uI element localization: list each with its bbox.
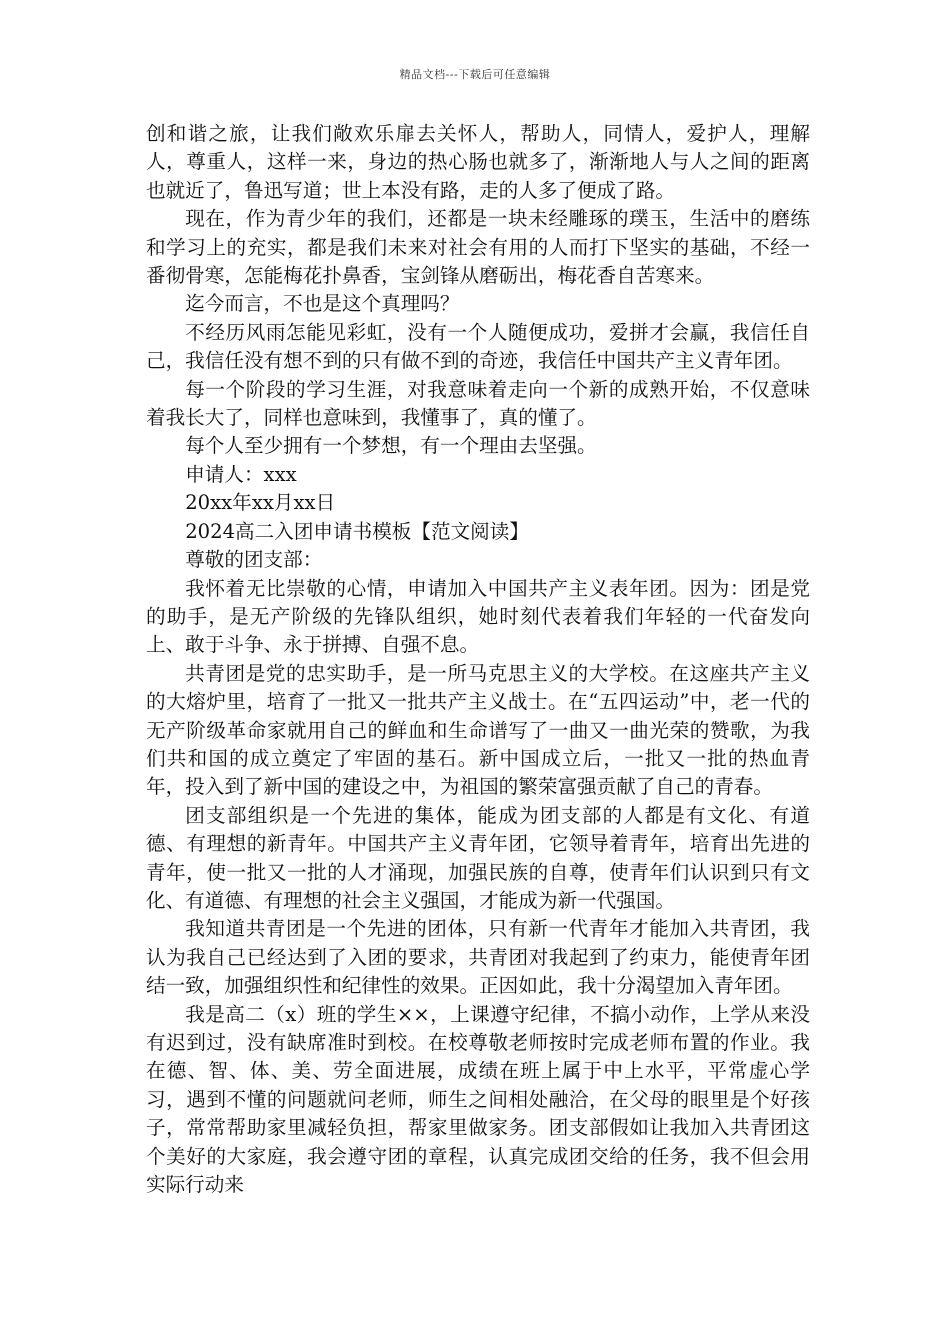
- salutation: 尊敬的团支部：: [185, 548, 323, 572]
- applicant-line: 申请人：xxx: [185, 462, 297, 486]
- paragraph: 共青团是党的忠实助手，是一所马克思主义的大学校。在这座共产主义的大熔炉里，培育了一批又一批共产主义战士。在“五四运动”中，老一代的无产阶级革命家就用自己的鲜血和生命谱写了一曲又一曲光荣的赞歌，为我们共和国的成立奠定了牢固的基石。新中国成立后，一批又一批的热血青年，投入到了新中国的建设之中，为祖国的繁荣富强贡献了自己的青春。: [146, 661, 810, 799]
- paragraph: 我怀着无比崇敬的心情，申请加入中国共产主义表年团。因为：团是党的助手，是无产阶级的先锋队组织，她时刻代表着我们年轻的一代奋发向上、敢于斗争、永于拼搏、自强不息。: [146, 576, 810, 657]
- paragraph: 不经历风雨怎能见彩虹，没有一个人随便成功，爱拼才会赢，我信任自己，我信任没有想不到的只有做不到的奇迹，我信任中国共产主义青年团。: [146, 320, 810, 373]
- date-line: 20xx年xx月xx日: [185, 491, 336, 515]
- paragraph: 每个人至少拥有一个梦想，有一个理由去坚强。: [185, 434, 597, 458]
- paragraph: 团支部组织是一个先进的集体，能成为团支部的人都是有文化、有道德、有理想的新青年。中国共产主义青年团，它领导着青年，培育出先进的青年，使一批又一批的人才涌现，加强民族的自尊，使青年们认识到只有文化、有道德、有理想的社会主义强国，才能成为新一代强国。: [146, 803, 810, 912]
- document-body: [146, 120, 810, 1199]
- page-header: 精品文档---下载后可任意编辑: [399, 68, 551, 81]
- paragraph: 我知道共青团是一个先进的团体，只有新一代青年才能加入共青团，我认为我自己已经达到了入团的要求，共青团对我起到了约束力，能使青年团结一致，加强组织性和纪律性的效果。正因如此，我十分渴望加入青年团。: [146, 917, 810, 998]
- paragraph: 创和谐之旅，让我们敞欢乐扉去关怀人，帮助人，同情人，爱护人，理解人，尊重人，这样一来，身边的热心肠也就多了，渐渐地人与人之间的距离也就近了，鲁迅写道；世上本没有路，走的人多了便成了路。: [146, 122, 810, 202]
- paragraph: 迄今而言，不也是这个真理吗？: [185, 292, 460, 316]
- paragraph: 我是高二（x）班的学生××，上课遵守纪律，不搞小动作，上学从来没有迟到过，没有缺席准时到校。在校尊敬老师按时完成老师布置的作业。我在德、智、体、美、劳全面进展，成绩在班上属于中上水平，平常虚心学习，遇到不懂的问题就问老师，师生之间相处融洽，在父母的眼里是个好孩子，常常帮助家里减轻负担，帮家里做家务。团支部假如让我加入共青团这个美好的大家庭，我会遵守团的章程，认真完成团交给的任务，我不但会用实际行动来: [146, 1002, 810, 1197]
- section-title: 2024高二入团申请书模板【范文阅读】: [185, 519, 529, 543]
- paragraph: 现在，作为青少年的我们，还都是一块未经雕琢的璞玉，生活中的磨练和学习上的充实，都是我们未来对社会有用的人而打下坚实的基础，不经一番彻骨寒，怎能梅花扑鼻香，宝剑锋从磨砺出，梅花香自苦寒来。: [146, 207, 810, 288]
- paragraph: 每一个阶段的学习生涯，对我意味着走向一个新的成熟开始，不仅意味着我长大了，同样也意味到，我懂事了，真的懂了。: [146, 377, 810, 430]
